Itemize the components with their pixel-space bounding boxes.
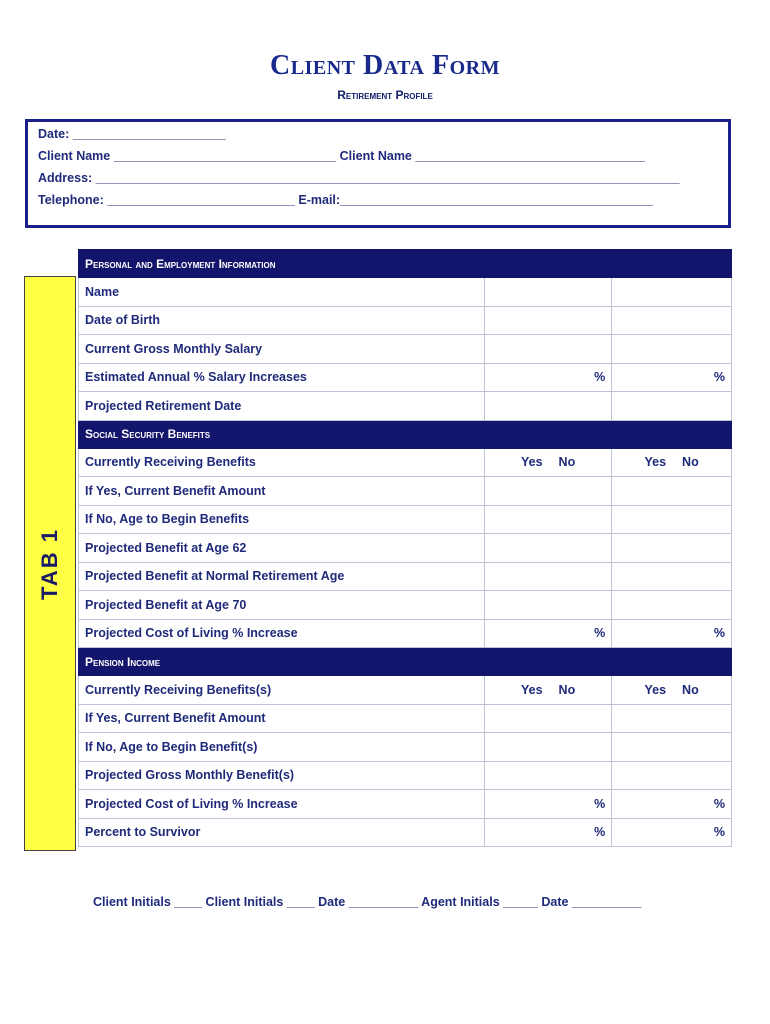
row-label: Projected Benefit at Age 70 [79,591,485,620]
client2-cell[interactable] [612,790,732,819]
client2-cell[interactable] [612,534,732,563]
table-row [79,761,732,790]
client1-cell[interactable] [485,392,612,421]
table-row [79,335,732,364]
table-row [79,733,732,762]
client1-yes-no[interactable] [485,448,612,477]
client2-cell[interactable] [612,761,732,790]
client1-cell[interactable] [485,733,612,762]
tab-marker [24,276,76,851]
client2-cell[interactable] [612,505,732,534]
client1-cell[interactable] [485,790,612,819]
client2-cell[interactable] [612,818,732,847]
client2-cell[interactable] [612,363,732,392]
section-header-pension [79,648,732,676]
client2-cell[interactable] [612,392,732,421]
client1-cell[interactable] [485,591,612,620]
client1-cell[interactable] [485,704,612,733]
table-row [79,591,732,620]
row-label: Name [79,278,485,307]
table-row [79,619,732,648]
percent-sign: % [713,626,725,641]
row-label: If Yes, Current Benefit Amount [79,477,485,506]
percent-sign: % [594,626,606,641]
percent-sign: % [594,825,606,840]
client1-cell[interactable] [485,619,612,648]
telephone-email-field[interactable]: Telephone: ___________________________ E-mail:_____________________________________________ [38,193,653,207]
client2-cell[interactable] [612,562,732,591]
client-data-table [78,249,732,847]
row-label: Date of Birth [79,306,485,335]
client2-cell[interactable] [612,335,732,364]
row-label: Estimated Annual % Salary Increases [79,363,485,392]
client2-cell[interactable] [612,591,732,620]
client1-cell[interactable] [485,306,612,335]
row-label: Projected Benefit at Normal Retirement Age [79,562,485,591]
row-label: If Yes, Current Benefit Amount [79,704,485,733]
yes-option[interactable]: Yes [644,682,667,697]
client2-cell[interactable] [612,619,732,648]
table-row [79,562,732,591]
form-title: Client Data Form [270,50,500,81]
table-row [79,306,732,335]
row-label: Currently Receiving Benefits(s) [79,676,485,705]
client2-cell[interactable] [612,278,732,307]
tab-label: TAB 1 [37,527,62,600]
percent-sign: % [713,370,725,385]
client1-cell[interactable] [485,761,612,790]
no-option[interactable]: No [682,682,699,697]
section-header-social-security [79,420,732,448]
table-row [79,448,732,477]
row-label: Projected Retirement Date [79,392,485,421]
client1-cell[interactable] [485,505,612,534]
section-header-personal [79,250,732,278]
client2-cell[interactable] [612,477,732,506]
row-label: Projected Cost of Living % Increase [79,790,485,819]
row-label: Current Gross Monthly Salary [79,335,485,364]
row-label: Projected Cost of Living % Increase [79,619,485,648]
client2-yes-no[interactable] [612,676,732,705]
row-label: If No, Age to Begin Benefit(s) [79,733,485,762]
table-row [79,363,732,392]
client-names-field[interactable]: Client Name ________________________________ Client Name _________________________________ [38,149,645,163]
yes-option[interactable]: Yes [520,455,543,470]
row-label: Currently Receiving Benefits [79,448,485,477]
percent-sign: % [594,370,606,385]
table-row [79,704,732,733]
client1-cell[interactable] [485,818,612,847]
client1-cell[interactable] [485,562,612,591]
client1-cell[interactable] [485,534,612,563]
table-row [79,534,732,563]
table-row [79,505,732,534]
row-label: Projected Benefit at Age 62 [79,534,485,563]
client1-cell[interactable] [485,278,612,307]
table-row [79,818,732,847]
section-title: Pension Income [79,648,485,676]
client1-cell[interactable] [485,363,612,392]
client1-cell[interactable] [485,477,612,506]
no-option[interactable]: No [558,455,576,470]
client2-cell[interactable] [612,733,732,762]
row-label: If No, Age to Begin Benefits [79,505,485,534]
date-field[interactable]: Date: ______________________ [38,127,226,141]
table-row [79,392,732,421]
initials-footer[interactable]: Client Initials ____ Client Initials ____ Date __________ Agent Initials _____ Date __________ [93,895,642,909]
client2-cell[interactable] [612,704,732,733]
no-option[interactable]: No [558,682,576,697]
client1-cell[interactable] [485,335,612,364]
section-title: Personal and Employment Information [79,250,485,278]
client2-yes-no[interactable] [612,448,732,477]
table-row [79,278,732,307]
no-option[interactable]: No [682,455,699,470]
client2-cell[interactable] [612,306,732,335]
client1-yes-no[interactable] [485,676,612,705]
percent-sign: % [713,825,725,840]
client-header-box [25,119,731,228]
yes-option[interactable]: Yes [520,682,543,697]
percent-sign: % [713,796,725,811]
row-label: Projected Gross Monthly Benefit(s) [79,761,485,790]
row-label: Percent to Survivor [79,818,485,847]
percent-sign: % [594,796,606,811]
form-subtitle: Retirement Profile [337,88,433,102]
address-field[interactable]: Address: ____________________________________________________________________________________ [38,171,680,185]
table-row [79,477,732,506]
section-title: Social Security Benefits [79,420,485,448]
table-row [79,790,732,819]
yes-option[interactable]: Yes [644,455,667,470]
table-row [79,676,732,705]
